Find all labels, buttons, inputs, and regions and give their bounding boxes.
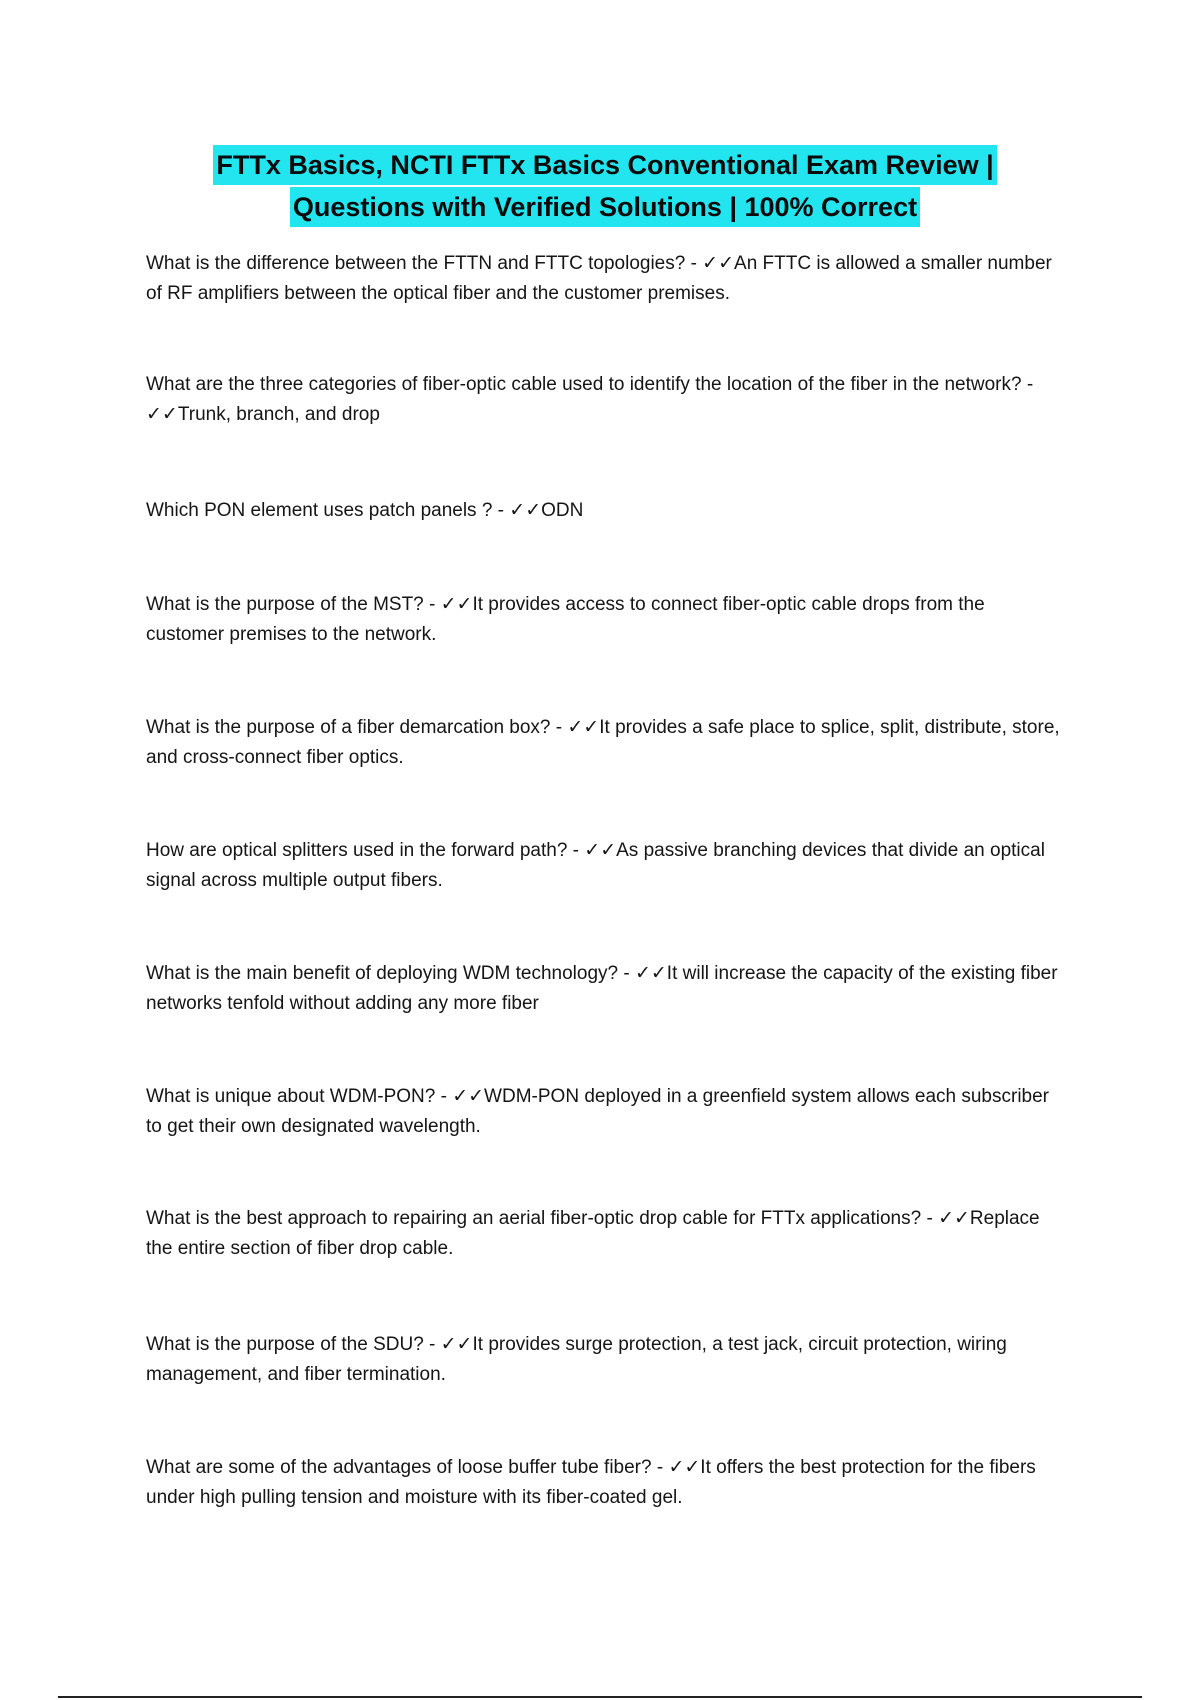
qa-item: What is the purpose of the SDU? - ✓✓It provides surge protection, a test jack, circuit protection, wiring management, and fiber termination. bbox=[146, 1334, 1007, 1385]
qa-item: What is unique about WDM-PON? - ✓✓WDM-PON deployed in a greenfield system allows each subscriber to get their own designated wavelength. bbox=[146, 1086, 1050, 1137]
qa-item: What are some of the advantages of loose buffer tube fiber? - ✓✓It offers the best protection for the fibers under high pulling tension and moisture with its fiber-coated gel. bbox=[146, 1457, 1036, 1508]
title-line-2: Questions with Verified Solutions | 100% Correct bbox=[290, 187, 920, 227]
qa-item: What is the best approach to repairing an aerial fiber-optic drop cable for FTTx applications? - ✓✓Replace the entire section of fiber drop cable. bbox=[146, 1208, 1040, 1259]
qa-item: How are optical splitters used in the forward path? - ✓✓As passive branching devices that divide an optical signal across multiple output fibers. bbox=[146, 840, 1045, 891]
qa-item: What is the difference between the FTTN and FTTC topologies? - ✓✓An FTTC is allowed a smaller number of RF amplifiers between the optical fiber and the customer premises. bbox=[146, 253, 1052, 304]
qa-item: What is the main benefit of deploying WDM technology? - ✓✓It will increase the capacity of the existing fiber networks tenfold without adding any more fiber bbox=[146, 963, 1058, 1014]
qa-item: What is the purpose of the MST? - ✓✓It provides access to connect fiber-optic cable drops from the customer premises to the network. bbox=[146, 594, 985, 645]
qa-item: What is the purpose of a fiber demarcation box? - ✓✓It provides a safe place to splice, split, distribute, store, and cross-connect fiber optics. bbox=[146, 717, 1060, 768]
qa-item: What are the three categories of fiber-optic cable used to identify the location of the fiber in the network? - ✓✓Trunk, branch, and drop bbox=[146, 374, 1034, 425]
bottom-rule bbox=[58, 1696, 1142, 1698]
document-title bbox=[0, 145, 1200, 229]
title-line-1: FTTx Basics, NCTI FTTx Basics Conventional Exam Review | bbox=[213, 145, 996, 185]
qa-item: Which PON element uses patch panels ? - ✓✓ODN bbox=[146, 500, 584, 521]
